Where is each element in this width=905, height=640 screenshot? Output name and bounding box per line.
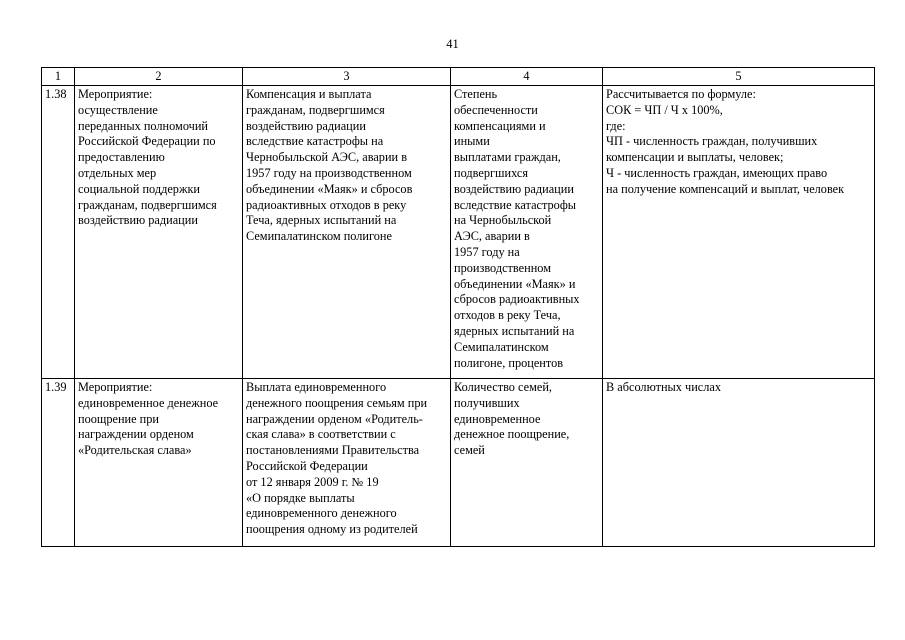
column-header-4: 4 [451,68,603,86]
column-header-2: 2 [75,68,243,86]
calculation-method-cell: В абсолютных числах [603,379,875,547]
activity-cell: Мероприятие: осуществление переданных полномочий Российской Федерации по предоставлению отдельных мер социальной поддержки гражданам, подвергшимся воздействию радиации [75,86,243,379]
row-number: 1.39 [42,379,75,547]
table-row [42,86,875,379]
activity-cell: Мероприятие: единовременное денежное поощрение при награждении орденом «Родительская слава» [75,379,243,547]
indicator-cell: Количество семей, получивших единовременное денежное поощрение, семей [451,379,603,547]
calculation-method-cell: Рассчитывается по формуле: СОК = ЧП / Ч x 100%, где: ЧП - численность граждан, получивших компенсации и выплаты, человек; Ч - численность граждан, имеющих право на получение компенсаций и выплат, человек [603,86,875,379]
page-number: 41 [446,37,459,51]
description-cell: Выплата единовременного денежного поощрения семьям при награждении орденом «Родитель- ская слава» в соответствии с постановлениями Правительства Российской Федерации от 12 января 2009 г. № 19 «О порядке выплаты единовременного денежного поощрения одному из родителей [243,379,451,547]
table-row [42,379,875,547]
column-header-5: 5 [603,68,875,86]
description-cell: Компенсация и выплата гражданам, подвергшимся воздействию радиации вследствие катастрофы на Чернобыльской АЭС, аварии в 1957 году на производственном объединении «Маяк» и сбросов радиоактивных отходов в реку Теча, ядерных испытаний на Семипалатинском полигоне [243,86,451,379]
header-row [42,68,875,86]
row-number: 1.38 [42,86,75,379]
column-header-1: 1 [42,68,75,86]
indicator-table [41,67,875,547]
column-header-3: 3 [243,68,451,86]
indicator-cell: Степень обеспеченности компенсациями и иными выплатами граждан, подвергшихся воздействию радиации вследствие катастрофы на Чернобыльской АЭС, аварии в 1957 году на производственном объединении «Маяк» и сбросов радиоактивных отходов в реку Теча, ядерных испытаний на Семипалатинском полигоне, процентов [451,86,603,379]
